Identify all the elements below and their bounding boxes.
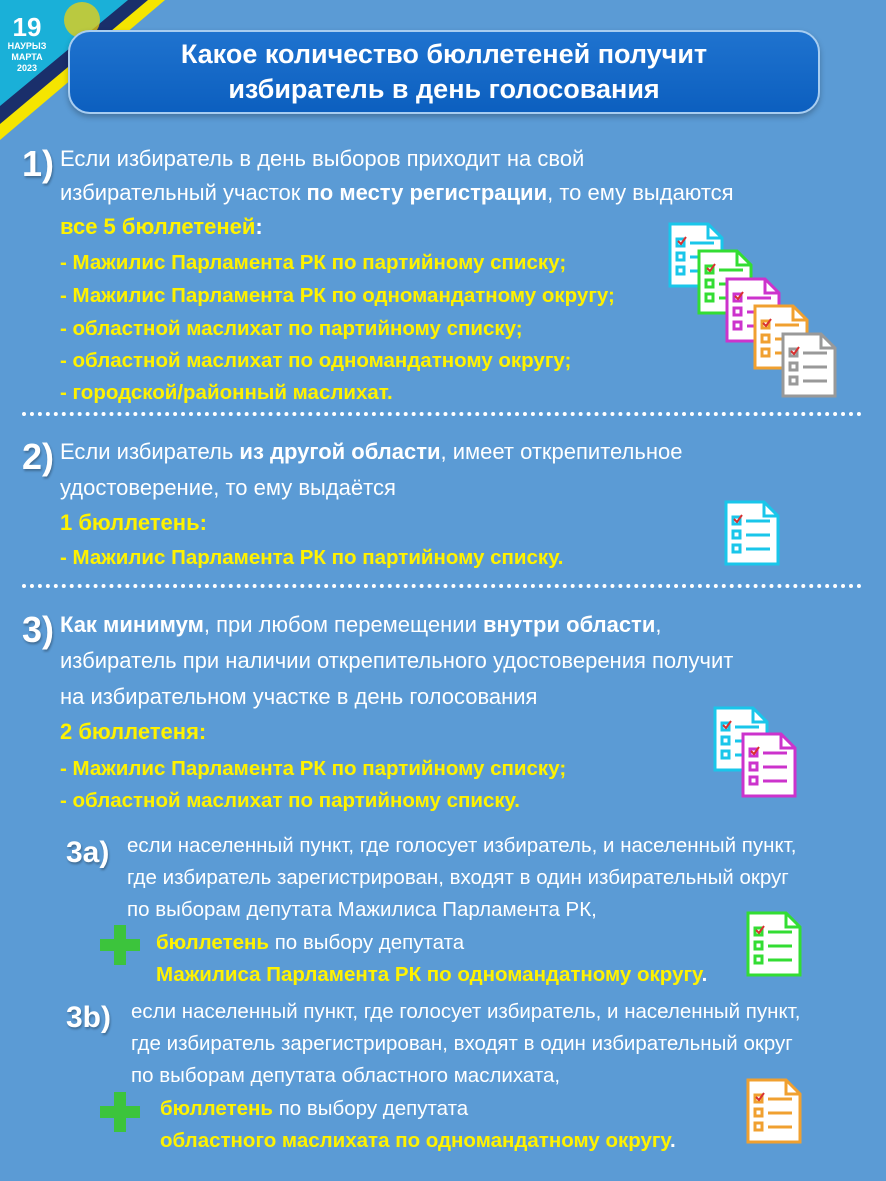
section3-item2: - областной маслихат по партийному списку. <box>60 789 520 812</box>
divider-2 <box>22 584 862 588</box>
section3b-number: 3b) <box>66 1001 111 1034</box>
badge-year: 2023 <box>16 63 38 73</box>
section1-line3: все 5 бюллетеней: <box>60 214 263 239</box>
section3-line1: Как минимум, при любом перемещении внутри области, <box>60 612 662 637</box>
badge-line1: НАУРЫЗ <box>7 41 47 51</box>
section3a-plus-line2: Мажилиса Парламента РК по одномандатному округу. <box>156 963 708 986</box>
section1-item3: - областной маслихат по партийному списку; <box>60 317 523 340</box>
section2-line1: Если избиратель из другой области, имеет открепительное <box>60 439 683 464</box>
plus-icon <box>100 1092 140 1132</box>
section3-number: 3) <box>22 609 55 650</box>
section3b-line3: по выборам депутата областного маслихата, <box>131 1064 561 1087</box>
section3b-line1: если населенный пункт, где голосует избиратель, и населенный пункт, <box>131 1000 801 1023</box>
section2-number: 2) <box>22 436 55 477</box>
section1-line1: Если избиратель в день выборов приходит на свой <box>60 146 585 171</box>
section3-item1: - Мажилис Парламента РК по партийному списку; <box>60 757 567 780</box>
section2-line2: удостоверение, то ему выдаётся <box>60 475 396 500</box>
ballot-icon-magenta <box>741 732 797 798</box>
section3b-line2: где избиратель зарегистрирован, входят в один избирательный округ <box>131 1032 793 1055</box>
section3a-line1: если населенный пункт, где голосует избиратель, и населенный пункт, <box>127 834 797 857</box>
plus-icon <box>100 925 140 965</box>
title-line2: избиратель в день голосования <box>228 74 660 104</box>
section3a-number: 3a) <box>66 836 110 869</box>
section1-item5: - городской/районный маслихат. <box>60 381 393 404</box>
title-line1: Какое количество бюллетеней получит <box>180 39 708 69</box>
section3-line3: на избирательном участке в день голосования <box>60 684 538 709</box>
ballot-icon-orange <box>746 1078 802 1144</box>
section1-line2: избирательный участок по месту регистрации, то ему выдаются <box>60 180 734 205</box>
ballot-icon-gray <box>781 332 837 398</box>
section3-line4: 2 бюллетеня: <box>60 719 207 744</box>
section3b-plus-line2: областного маслихата по одномандатному округу. <box>160 1129 676 1152</box>
section2-item1: - Мажилис Парламента РК по партийному списку. <box>60 546 564 569</box>
section2-line3: 1 бюллетень: <box>60 510 207 535</box>
page-title <box>68 30 820 114</box>
section3b-plus-line1: бюллетень по выбору депутата <box>160 1097 469 1120</box>
section3a-plus-line1: бюллетень по выбору депутата <box>156 931 465 954</box>
ballot-icon-cyan <box>724 500 780 566</box>
section1-item1: - Мажилис Парламента РК по партийному списку; <box>60 251 567 274</box>
section3a-line3: по выборам депутата Мажилиса Парламента РК, <box>127 898 597 921</box>
section1-item2: - Мажилис Парламента РК по одномандатному округу; <box>60 284 615 307</box>
election-date-badge <box>4 14 50 73</box>
section1-number: 1) <box>22 143 55 184</box>
section1-item4: - областной маслихат по одномандатному округу; <box>60 349 572 372</box>
section3a-line2: где избиратель зарегистрирован, входят в один избирательный округ <box>127 866 789 889</box>
ballot-icon-green <box>746 911 802 977</box>
badge-day: 19 <box>12 12 42 42</box>
divider-1 <box>22 412 862 416</box>
section3-line2: избиратель при наличии открепительного удостоверения получит <box>60 648 734 673</box>
badge-line2: МАРТА <box>11 52 43 62</box>
